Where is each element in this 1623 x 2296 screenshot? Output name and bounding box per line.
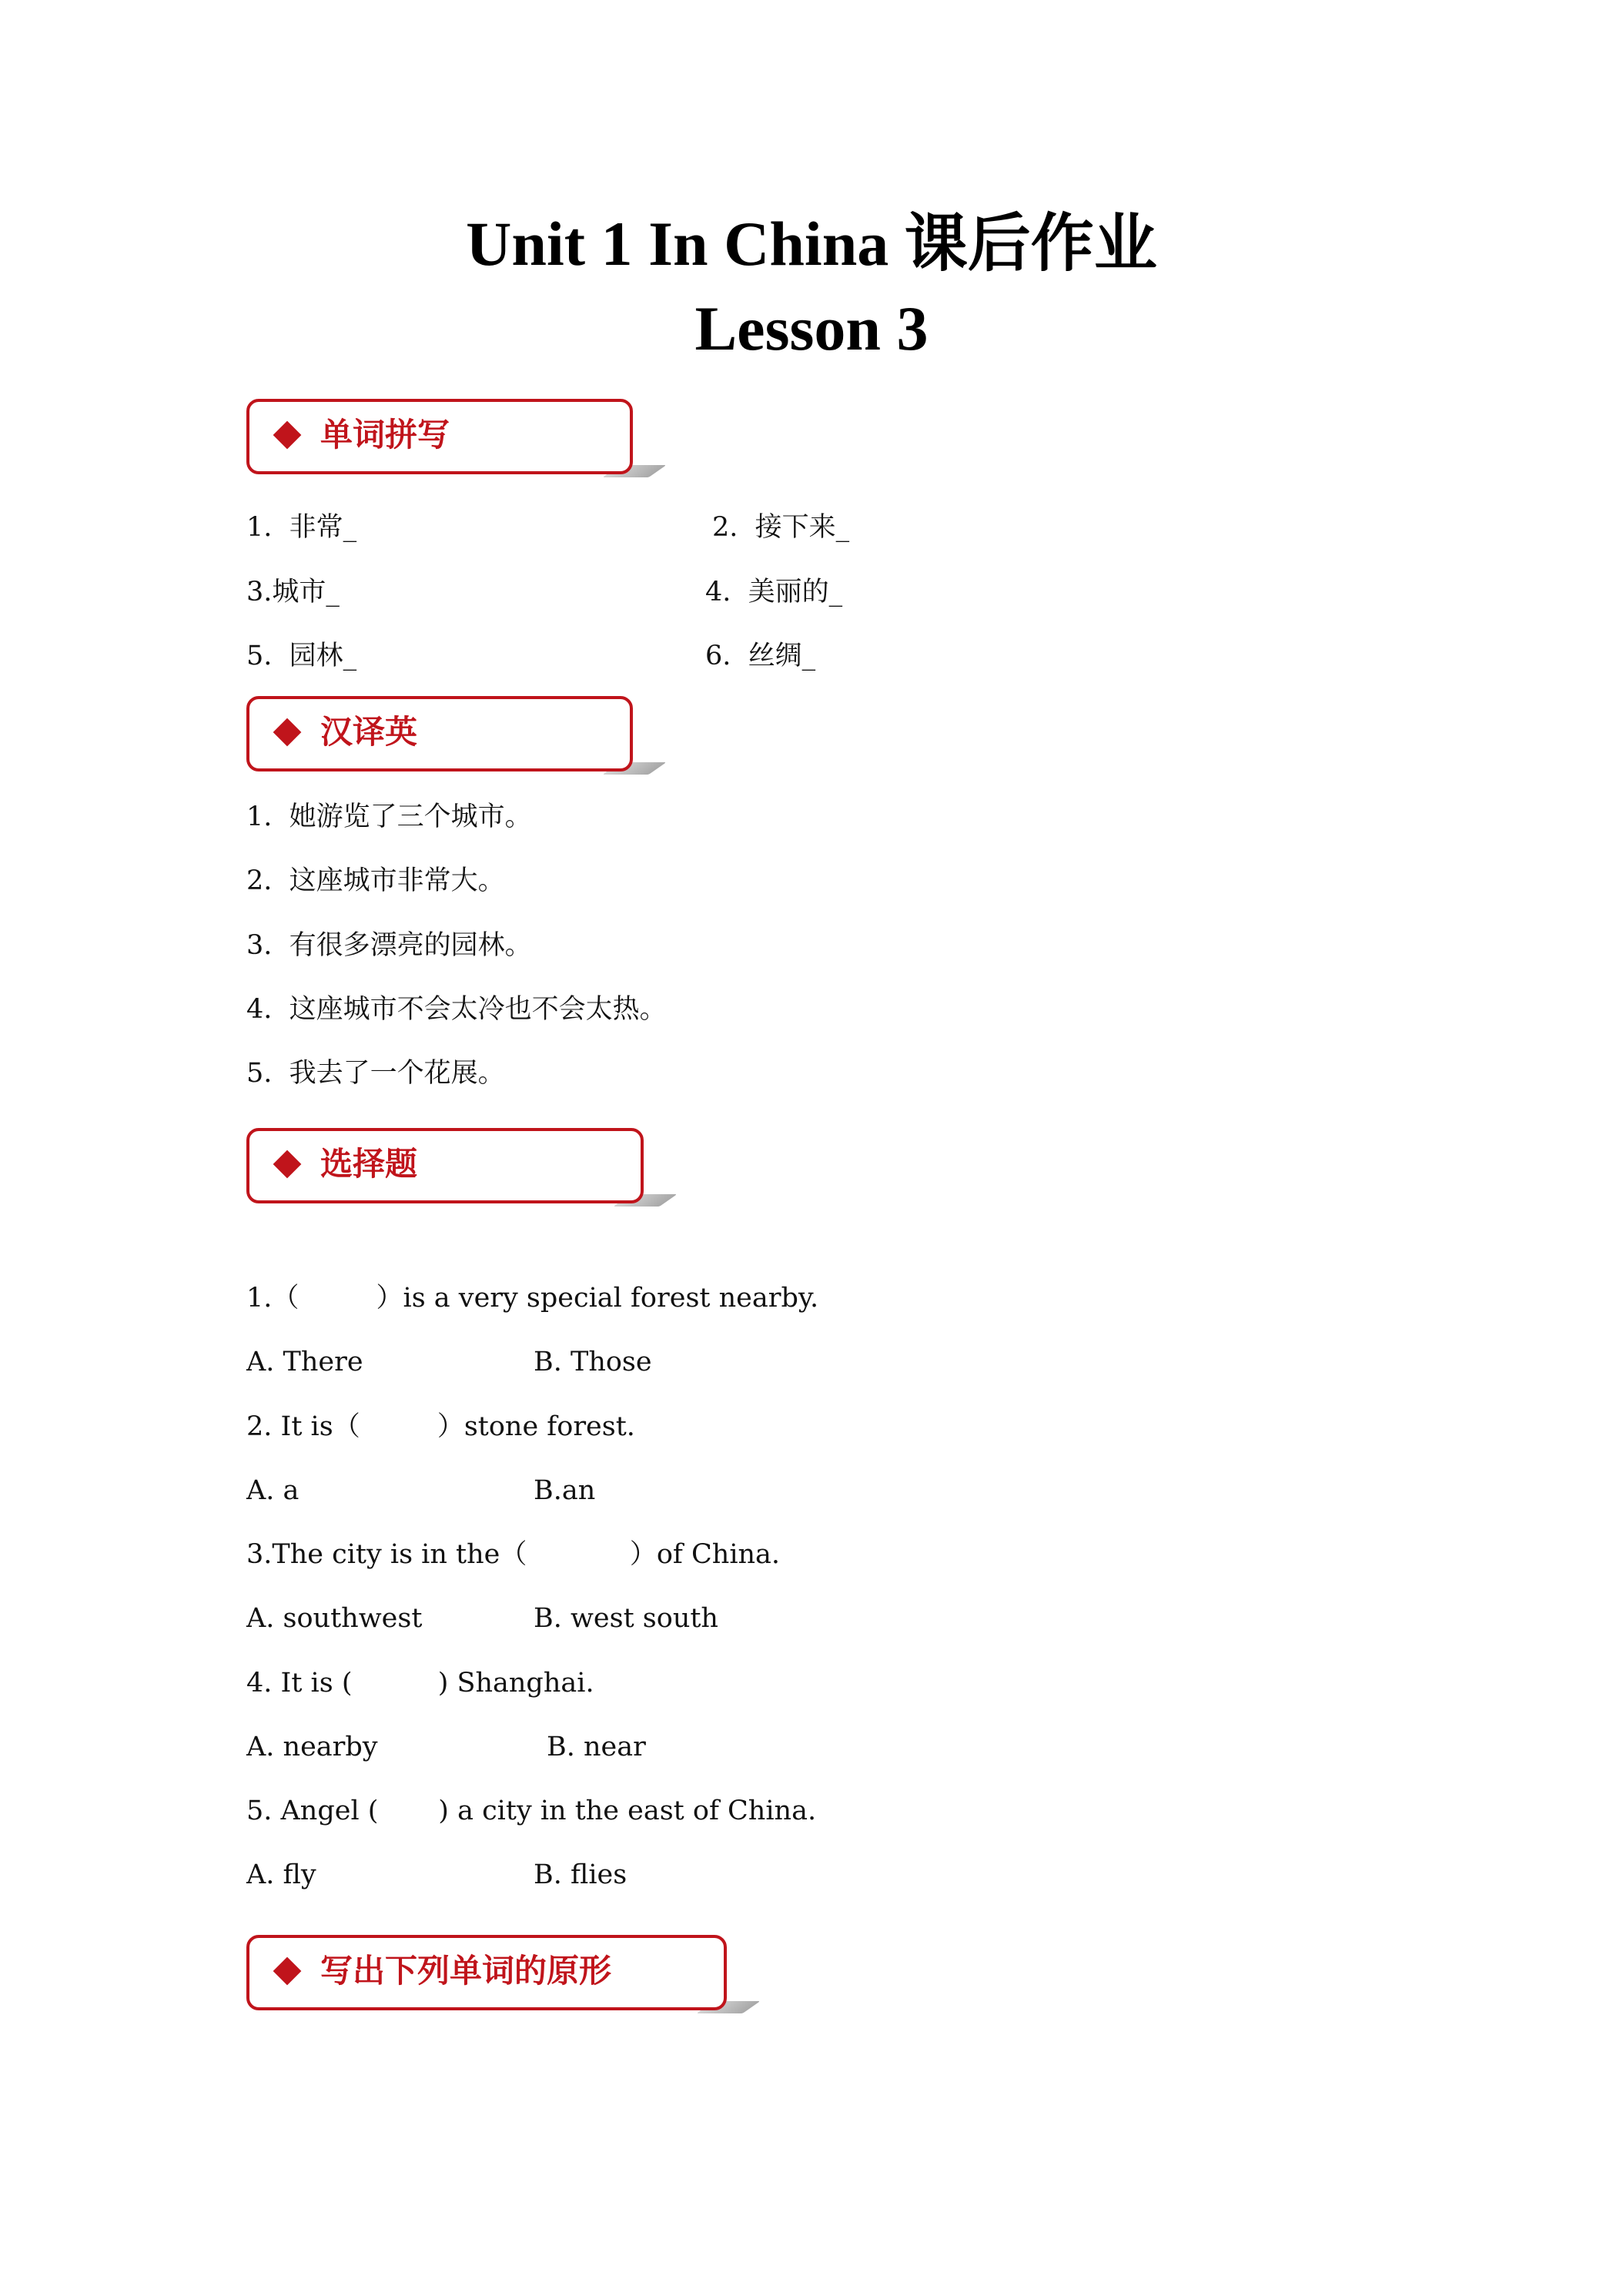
option-a: A. nearby	[246, 1732, 378, 1762]
section-heading-label: 汉译英	[320, 713, 418, 751]
section-heading-label: 单词拼写	[320, 416, 450, 454]
question-stem: 3.The city is in the（ ）of China.	[246, 1539, 781, 1570]
option-a: A. fly	[246, 1859, 316, 1890]
spelling-item: 6. 丝绸_	[705, 641, 816, 671]
section-heading-label: 选择题	[320, 1145, 418, 1183]
section-heading-base-form	[246, 1935, 727, 2010]
option-b: B.an	[534, 1475, 596, 1506]
translate-item: 4. 这座城市不会太冷也不会太热。	[246, 994, 667, 1025]
spelling-item: 2. 接下来_	[712, 512, 850, 543]
section-heading-spelling	[246, 399, 633, 474]
banner-box	[246, 696, 633, 771]
option-a: A. There	[246, 1347, 363, 1377]
spelling-item: 3.城市_	[246, 577, 340, 607]
option-b: B. Those	[534, 1347, 652, 1377]
section-heading-translate	[246, 696, 633, 771]
translate-item: 1. 她游览了三个城市。	[246, 802, 532, 832]
option-b: B. near	[547, 1732, 646, 1762]
option-a: A. a	[246, 1475, 300, 1506]
banner-box	[246, 1128, 644, 1203]
section-heading-label: 写出下列单词的原形	[320, 1952, 612, 1990]
translate-item: 2. 这座城市非常大。	[246, 865, 505, 896]
option-b: B. west south	[534, 1603, 718, 1634]
question-stem: 2. It is（ ）stone forest.	[246, 1411, 635, 1442]
spelling-item: 5. 园林_	[246, 641, 357, 671]
spelling-item: 4. 美丽的_	[705, 577, 843, 607]
question-stem: 4. It is ( ) Shanghai.	[246, 1668, 594, 1699]
spelling-item: 1. 非常_	[246, 512, 357, 543]
option-a: A. southwest	[246, 1603, 423, 1634]
question-stem: 5. Angel ( ) a city in the east of China.	[246, 1796, 817, 1826]
page-title: Unit 1 In China 课后作业	[466, 209, 1157, 279]
translate-item: 5. 我去了一个花展。	[246, 1058, 505, 1089]
page-subtitle: Lesson 3	[694, 293, 929, 363]
option-b: B. flies	[534, 1859, 627, 1890]
question-stem: 1.（ ）is a very special forest nearby.	[246, 1283, 819, 1314]
translate-item: 3. 有很多漂亮的园林。	[246, 930, 532, 961]
section-heading-choice	[246, 1128, 644, 1203]
